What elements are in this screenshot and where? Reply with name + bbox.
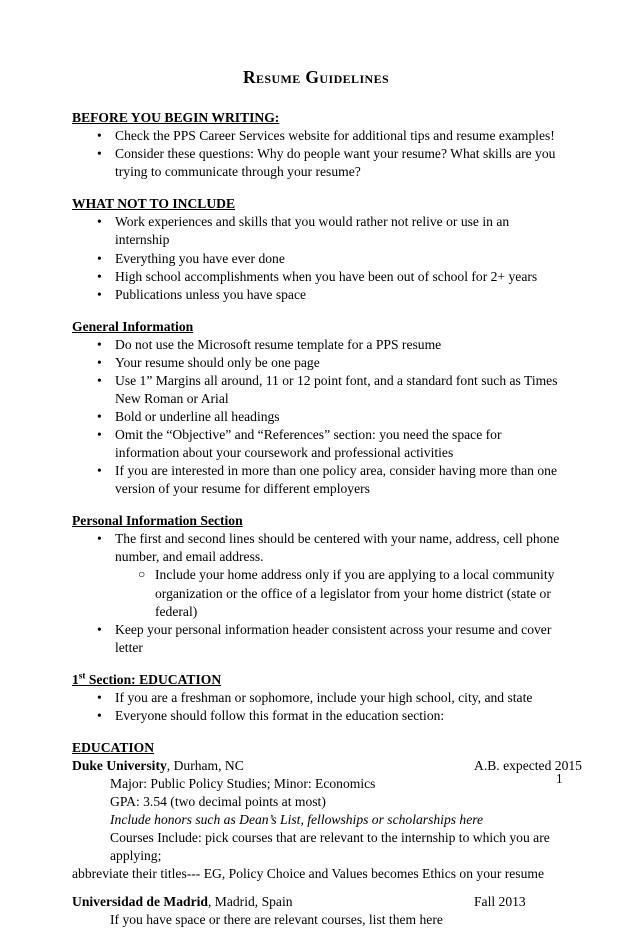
list-item-text: Work experiences and skills that you would rather not relive or use in an internship bbox=[115, 214, 510, 248]
list-item-text: Bold or underline all headings bbox=[115, 409, 280, 424]
section-before-you-begin bbox=[72, 109, 560, 181]
section-education-example bbox=[72, 739, 582, 929]
list-item-text: Everything you have ever done bbox=[115, 250, 285, 266]
list-item bbox=[72, 408, 560, 426]
list-item-text: Keep your personal information header consistent across your resume and cover letter bbox=[115, 621, 552, 655]
list-item bbox=[72, 213, 560, 249]
sub-list-item bbox=[72, 566, 560, 620]
section-heading-general-information: General Information bbox=[72, 318, 194, 334]
bullet-icon: • bbox=[97, 531, 102, 547]
list-item bbox=[72, 372, 560, 408]
heading-rest-text: Section: EDUCATION bbox=[85, 671, 222, 687]
list-item-text: Your resume should only be one page bbox=[115, 354, 320, 370]
list-item bbox=[72, 354, 560, 372]
education-honors-detail: Include honors such as Dean’s List, fellowships or scholarships here bbox=[110, 812, 484, 828]
list-item bbox=[72, 707, 560, 725]
bullet-icon: • bbox=[97, 128, 102, 144]
list-item bbox=[72, 127, 560, 145]
bullet-icon: • bbox=[97, 707, 102, 723]
list-item bbox=[72, 286, 560, 304]
bullet-icon: • bbox=[97, 336, 102, 352]
list-item bbox=[72, 462, 560, 498]
bullet-list-personal-information-2 bbox=[72, 621, 560, 657]
heading-ordinal-suffix: st bbox=[78, 670, 86, 681]
list-item bbox=[72, 530, 560, 566]
education-detail: GPA: 3.54 (two decimal points at most) bbox=[110, 793, 326, 809]
section-heading-education: EDUCATION bbox=[72, 739, 155, 755]
education-entry-header bbox=[72, 893, 560, 911]
section-general-information bbox=[72, 318, 560, 499]
education-detail: Major: Public Policy Studies; Minor: Economics bbox=[110, 775, 376, 791]
list-item-text: Omit the “Objective” and “References” section: you need the space for information about your coursework and professional activities bbox=[115, 427, 502, 461]
section-heading-personal-information: Personal Information Section bbox=[72, 513, 243, 529]
bullet-icon: • bbox=[97, 286, 102, 302]
list-item bbox=[72, 621, 560, 657]
circle-bullet-icon: ○ bbox=[138, 567, 146, 582]
list-item bbox=[72, 336, 560, 354]
list-item-text: Check the PPS Career Services website for additional tips and resume examples! bbox=[115, 128, 555, 144]
section-heading-before-you-begin: BEFORE YOU BEGIN WRITING: bbox=[72, 110, 280, 126]
list-item bbox=[72, 689, 560, 707]
heading-ordinal-number: 1 bbox=[72, 671, 79, 687]
list-item-text: Consider these questions: Why do people want your resume? What skills are you trying to communicate through your resume? bbox=[115, 146, 556, 180]
education-courses-line-2: abbreviate their titles--- EG, Policy Choice and Values becomes Ethics on your resume bbox=[72, 866, 544, 882]
bullet-list-before-you-begin bbox=[72, 127, 560, 181]
list-item-text: High school accomplishments when you have been out of school for 2+ years bbox=[115, 268, 538, 284]
education-entry-header bbox=[72, 757, 582, 775]
bullet-icon: • bbox=[97, 372, 102, 388]
list-item-text: Everyone should follow this format in the education section: bbox=[115, 707, 445, 723]
list-item-text: Publications unless you have space bbox=[115, 286, 307, 302]
school-name: Universidad de Madrid bbox=[72, 894, 208, 910]
list-item bbox=[72, 145, 560, 181]
document-body bbox=[72, 67, 582, 929]
list-item-text: Use 1” Margins all around, 11 or 12 point font, and a standard font such as Times New Roman or Arial bbox=[115, 372, 558, 406]
education-courses-line-1: Courses Include: pick courses that are relevant to the internship to which you are applying; bbox=[110, 830, 550, 864]
school-date: A.B. expected 2015 bbox=[474, 757, 582, 773]
spacer bbox=[72, 883, 560, 893]
bullet-icon: • bbox=[97, 427, 102, 443]
list-item-text: Do not use the Microsoft resume template for a PPS resume bbox=[115, 336, 442, 352]
section-first-section-education bbox=[72, 671, 560, 725]
bullet-list-what-not-to-include bbox=[72, 213, 560, 303]
list-item-text: If you are a freshman or sophomore, include your high school, city, and state bbox=[115, 689, 533, 705]
bullet-icon: • bbox=[97, 689, 102, 705]
school-date: Fall 2013 bbox=[474, 894, 526, 910]
school-location: , Durham, NC bbox=[166, 757, 244, 773]
list-item bbox=[72, 268, 560, 286]
school-location: , Madrid, Spain bbox=[207, 894, 293, 910]
sub-bullet-list-personal-information bbox=[72, 566, 560, 620]
bullet-list-general-information bbox=[72, 336, 560, 499]
bullet-icon: • bbox=[97, 250, 102, 266]
bullet-icon: • bbox=[97, 268, 102, 284]
list-item-text: If you are interested in more than one policy area, consider having more than one version of your resume for different employers bbox=[115, 463, 558, 497]
section-heading-what-not-to-include: WHAT NOT TO INCLUDE bbox=[72, 196, 236, 212]
bullet-icon: • bbox=[97, 621, 102, 637]
bullet-icon: • bbox=[97, 463, 102, 479]
section-what-not-to-include bbox=[72, 195, 560, 303]
education-detail: If you have space or there are relevant courses, list them here bbox=[110, 912, 443, 928]
sub-list-item-text: Include your home address only if you are applying to a local community organization or the office of a legislator from your home district (state or federal) bbox=[155, 567, 555, 619]
bullet-icon: • bbox=[97, 409, 102, 424]
section-heading-first-section-education bbox=[72, 671, 560, 689]
bullet-icon: • bbox=[97, 146, 102, 162]
list-item-text: The first and second lines should be centered with your name, address, cell phone number, and email address. bbox=[115, 531, 560, 565]
bullet-list-personal-information bbox=[72, 530, 560, 566]
bullet-list-first-section-education bbox=[72, 689, 560, 725]
bullet-icon: • bbox=[97, 214, 102, 230]
page-number: 1 bbox=[556, 771, 563, 786]
page-title: Resume Guidelines bbox=[242, 67, 390, 87]
list-item bbox=[72, 426, 560, 462]
section-personal-information bbox=[72, 512, 560, 656]
bullet-icon: • bbox=[97, 354, 102, 370]
school-name: Duke University bbox=[72, 757, 167, 773]
list-item bbox=[72, 250, 560, 268]
